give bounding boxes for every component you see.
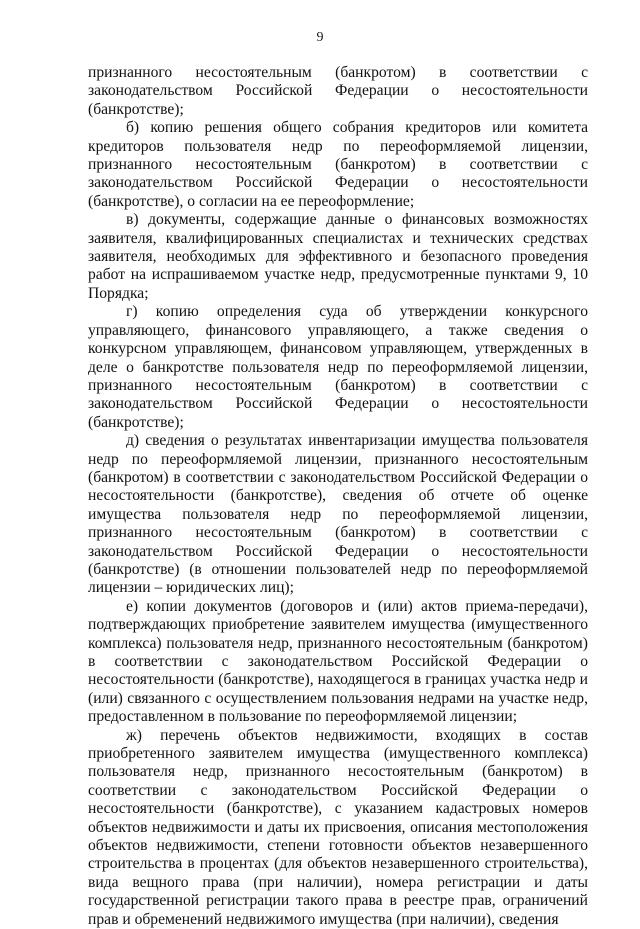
paragraph-item-b: б) копию решения общего собрания кредиторов или комитета кредиторов пользователя недр по переоформляемой лицензии, признанного несостоятельным (банкротом) в соответствии с законодательством Российской Федерации о несостоятельности (банкротстве), о согласии на ее переоформление; (88, 119, 588, 210)
document-body (88, 64, 588, 929)
paragraph-item-d: д) сведения о результатах инвентаризации имущества пользователя недр по переоформляемой лицензии, признанного несостоятельным (банкротом) в соответствии с законодательством Российской Федерации о несостоятельности (банкротстве), сведения об отчете об оценке имущества пользователя недр по переоформляемой лицензии, признанного несостоятельным (банкротом) в соответствии с законодательством Российской Федерации о несостоятельности (банкротстве) (в отношении пользователей недр по переоформляемой лицензии – юридических лиц); (88, 432, 588, 597)
paragraph-item-zh: ж) перечень объектов недвижимости, входящих в состав приобретенного заявителем имущества (имущественного комплекса) пользователя недр, признанного несостоятельным (банкротом) в соответствии с законодательством Российской Федерации о несостоятельности (банкротстве), с указанием кадастровых номеров объектов недвижимости и даты их присвоения, описания местоположения объектов недвижимости, степени готовности объектов незавершенного строительства в процентах (для объектов незавершенного строительства), вида вещного права (при наличии), номера регистрации и даты государственной регистрации такого права в реестре прав, ограничений прав и обременений недвижимого имущества (при наличии), сведения (88, 726, 588, 928)
paragraph-item-v: в) документы, содержащие данные о финансовых возможностях заявителя, квалифицированных специалистах и технических средствах заявителя, необходимых для эффективного и безопасного проведения работ на испрашиваемом участке недр, предусмотренные пунктами 9, 10 Порядка; (88, 211, 588, 302)
paragraph-item-g: г) копию определения суда об утверждении конкурсного управляющего, финансового управляющего, а также сведения о конкурсном управляющем, финансовом управляющем, утвержденных в деле о банкротстве пользователя недр по переоформляемой лицензии, признанного несостоятельным (банкротом) в соответствии с законодательством Российской Федерации о несостоятельности (банкротстве); (88, 303, 588, 431)
page-number: 9 (316, 30, 324, 45)
paragraph-item-e: е) копии документов (договоров и (или) актов приема-передачи), подтверждающих приобретение заявителем имущества (имущественного комплекса) пользователя недр, признанного несостоятельным (банкротом) в соответствии с законодательством Российской Федерации о несостоятельности (банкротстве), находящегося в границах участка недр и (или) связанного с осуществлением пользования недрами на участке недр, предоставленном в пользование по переоформляемой лицензии; (88, 597, 588, 726)
paragraph-continuation: признанного несостоятельным (банкротом) в соответствии с законодательством Российской Федерации о несостоятельности (банкротстве); (88, 64, 588, 118)
